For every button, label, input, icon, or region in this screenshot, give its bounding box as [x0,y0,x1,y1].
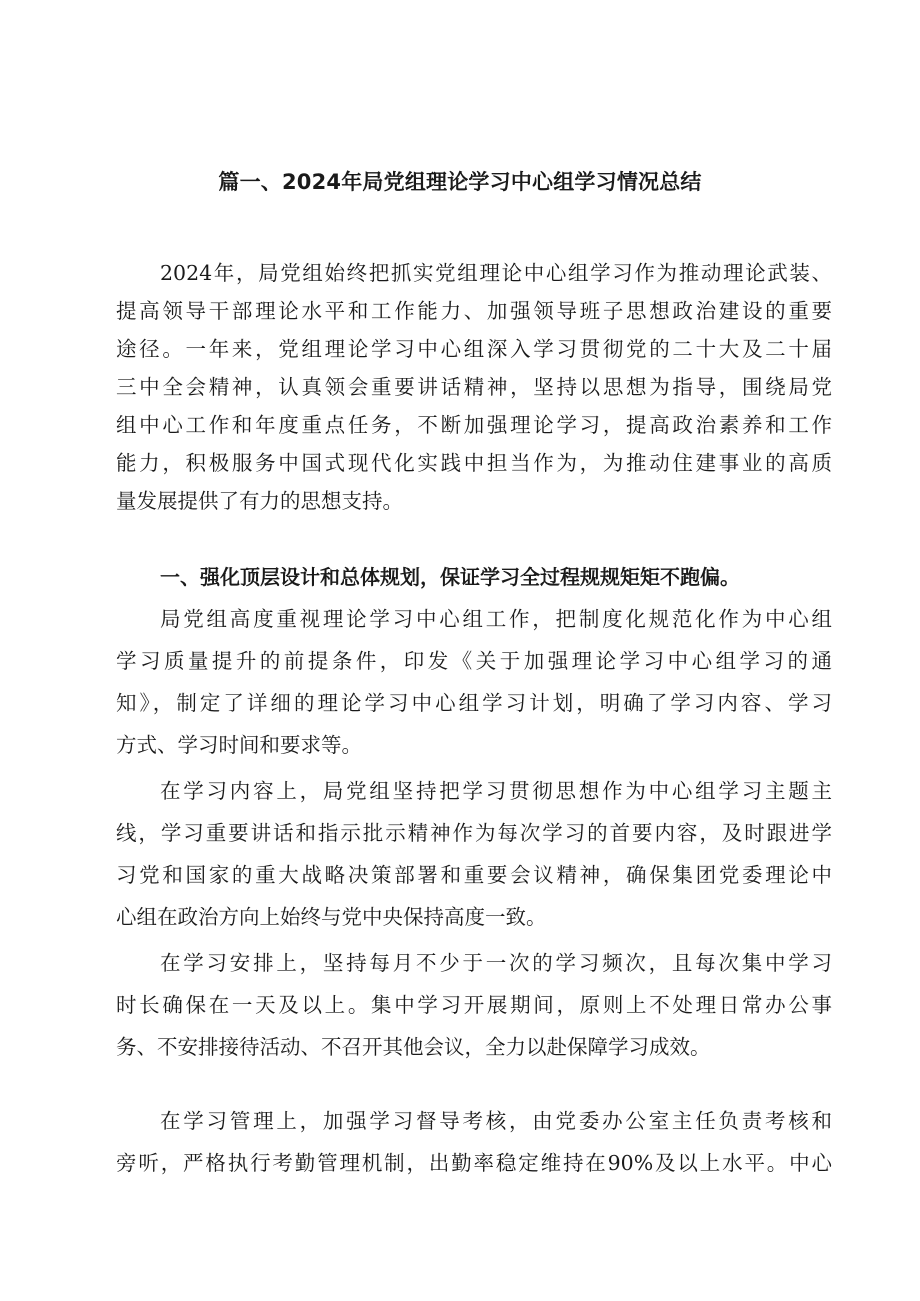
paragraph-line: 务、不安排接待活动、不召开其他会议，全力以赴保障学习成效。 [116,1035,711,1059]
paragraph-line: 2024年，局党组始终把抓实党组理论中心组学习作为推动理论武装、 [160,261,832,285]
document-title: 篇一、2024年局党组理论学习中心组学习情况总结 [218,170,702,194]
paragraph-line: 能力，积极服务中国式现代化实践中担当作为，为推动住建事业的高质 [116,451,832,475]
paragraph-line: 三中全会精神，认真领会重要讲话精神，坚持以思想为指导，围绕局党 [116,375,832,399]
paragraph-line: 组中心工作和年度重点任务，不断加强理论学习，提高政治素养和工作 [116,413,832,437]
paragraph-line: 习党和国家的重大战略决策部署和重要会议精神，确保集团党委理论中 [116,863,832,887]
paragraph-line: 方式、学习时间和要求等。 [116,733,362,757]
paragraph-line: 在学习安排上，坚持每月不少于一次的学习频次，且每次集中学习 [160,951,832,975]
paragraph-line: 时长确保在一天及以上。集中学习开展期间，原则上不处理日常办公事 [116,993,832,1017]
paragraph-line: 提高领导干部理论水平和工作能力、加强领导班子思想政治建设的重要 [116,299,832,323]
paragraph-line: 在学习内容上，局党组坚持把学习贯彻思想作为中心组学习主题主 [160,779,832,803]
paragraph-line: 在学习管理上，加强学习督导考核，由党委办公室主任负责考核和 [160,1109,832,1133]
paragraph-line: 学习质量提升的前提条件，印发《关于加强理论学习中心组学习的通 [116,649,832,673]
paragraph-line: 局党组高度重视理论学习中心组工作，把制度化规范化作为中心组 [160,607,832,631]
paragraph-line: 心组在政治方向上始终与党中央保持高度一致。 [116,905,547,929]
paragraph-line: 线，学习重要讲话和指示批示精神作为每次学习的首要内容，及时跟进学 [116,821,832,845]
paragraph-line: 量发展提供了有力的思想支持。 [116,489,403,513]
paragraph-line: 旁听，严格执行考勤管理机制，出勤率稳定维持在90%及以上水平。中心 [116,1151,832,1175]
paragraph-line: 途径。一年来，党组理论学习中心组深入学习贯彻党的二十大及二十届 [116,337,832,361]
paragraph-line: 知》，制定了详细的理论学习中心组学习计划，明确了学习内容、学习 [116,691,832,715]
section-heading: 一、强化顶层设计和总体规划，保证学习全过程规规矩矩不跑偏。 [160,565,740,589]
